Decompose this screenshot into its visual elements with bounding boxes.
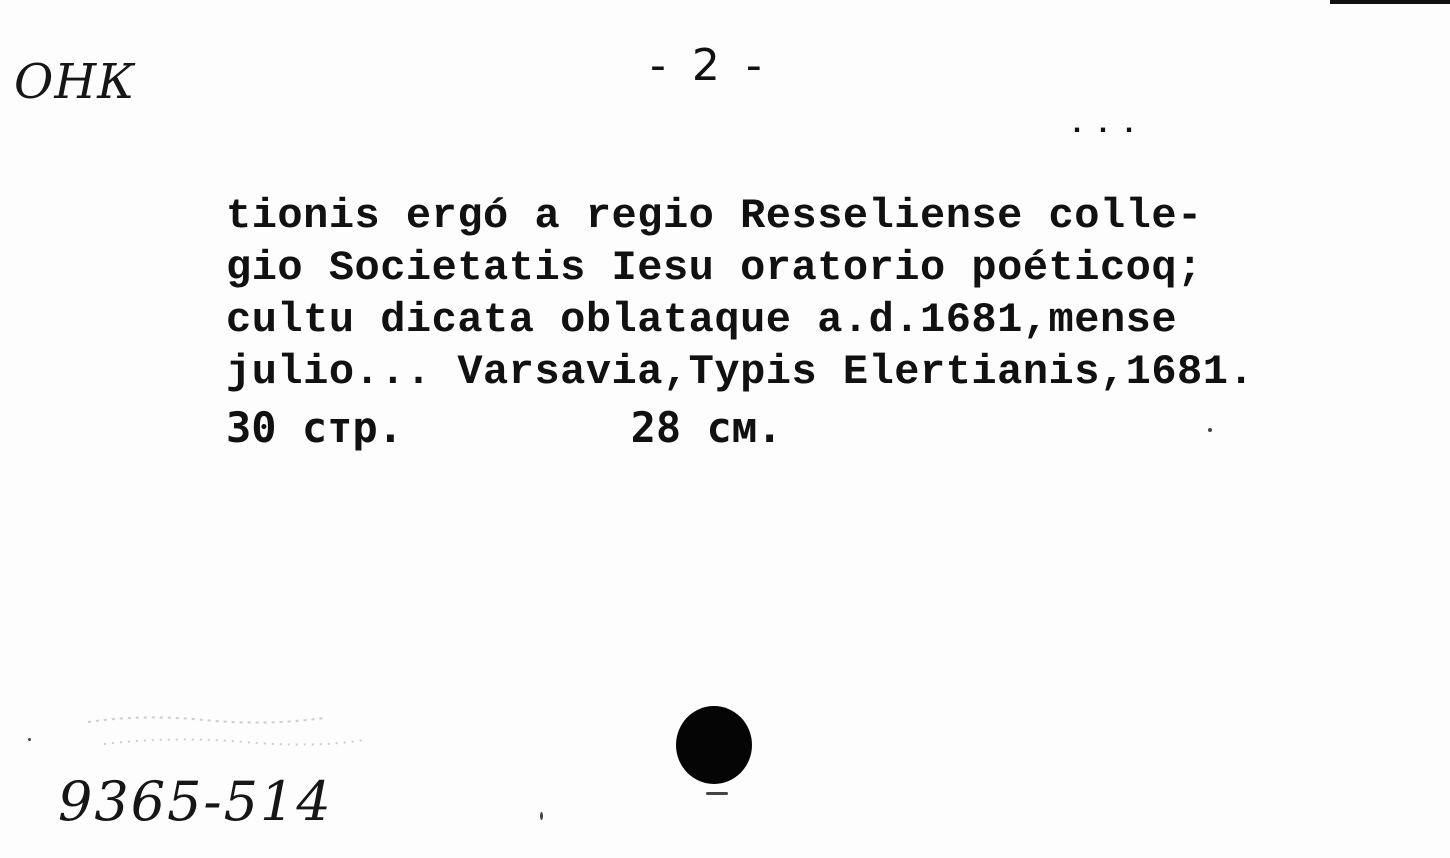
top-edge-rule	[1330, 0, 1450, 4]
faded-stamp-mark	[84, 700, 384, 760]
speck	[706, 792, 728, 795]
page-number: - 2 -	[650, 40, 768, 91]
continuation-mark: ...	[1068, 108, 1147, 142]
description-line: tionis ergó a regio Resseliense colle-	[226, 192, 1203, 240]
collection-code: ОНК	[14, 54, 136, 110]
description-line: cultu dicata oblataque a.d.1681,mense	[226, 296, 1178, 344]
punch-hole	[676, 706, 752, 784]
physical-description	[226, 402, 782, 454]
description-line: gio Societatis Iesu oratorio poéticoq;	[226, 244, 1203, 292]
speck	[28, 738, 31, 741]
description-line: julio... Varsavia,Typis Elertianis,1681.	[226, 348, 1255, 396]
bibliographic-description	[226, 190, 1441, 398]
call-number: 9365-514	[58, 770, 333, 833]
page-extent: 30 стр.	[226, 403, 404, 452]
speck	[1208, 428, 1212, 432]
size-dimensions: 28 см.	[630, 403, 783, 452]
speck	[540, 812, 543, 820]
